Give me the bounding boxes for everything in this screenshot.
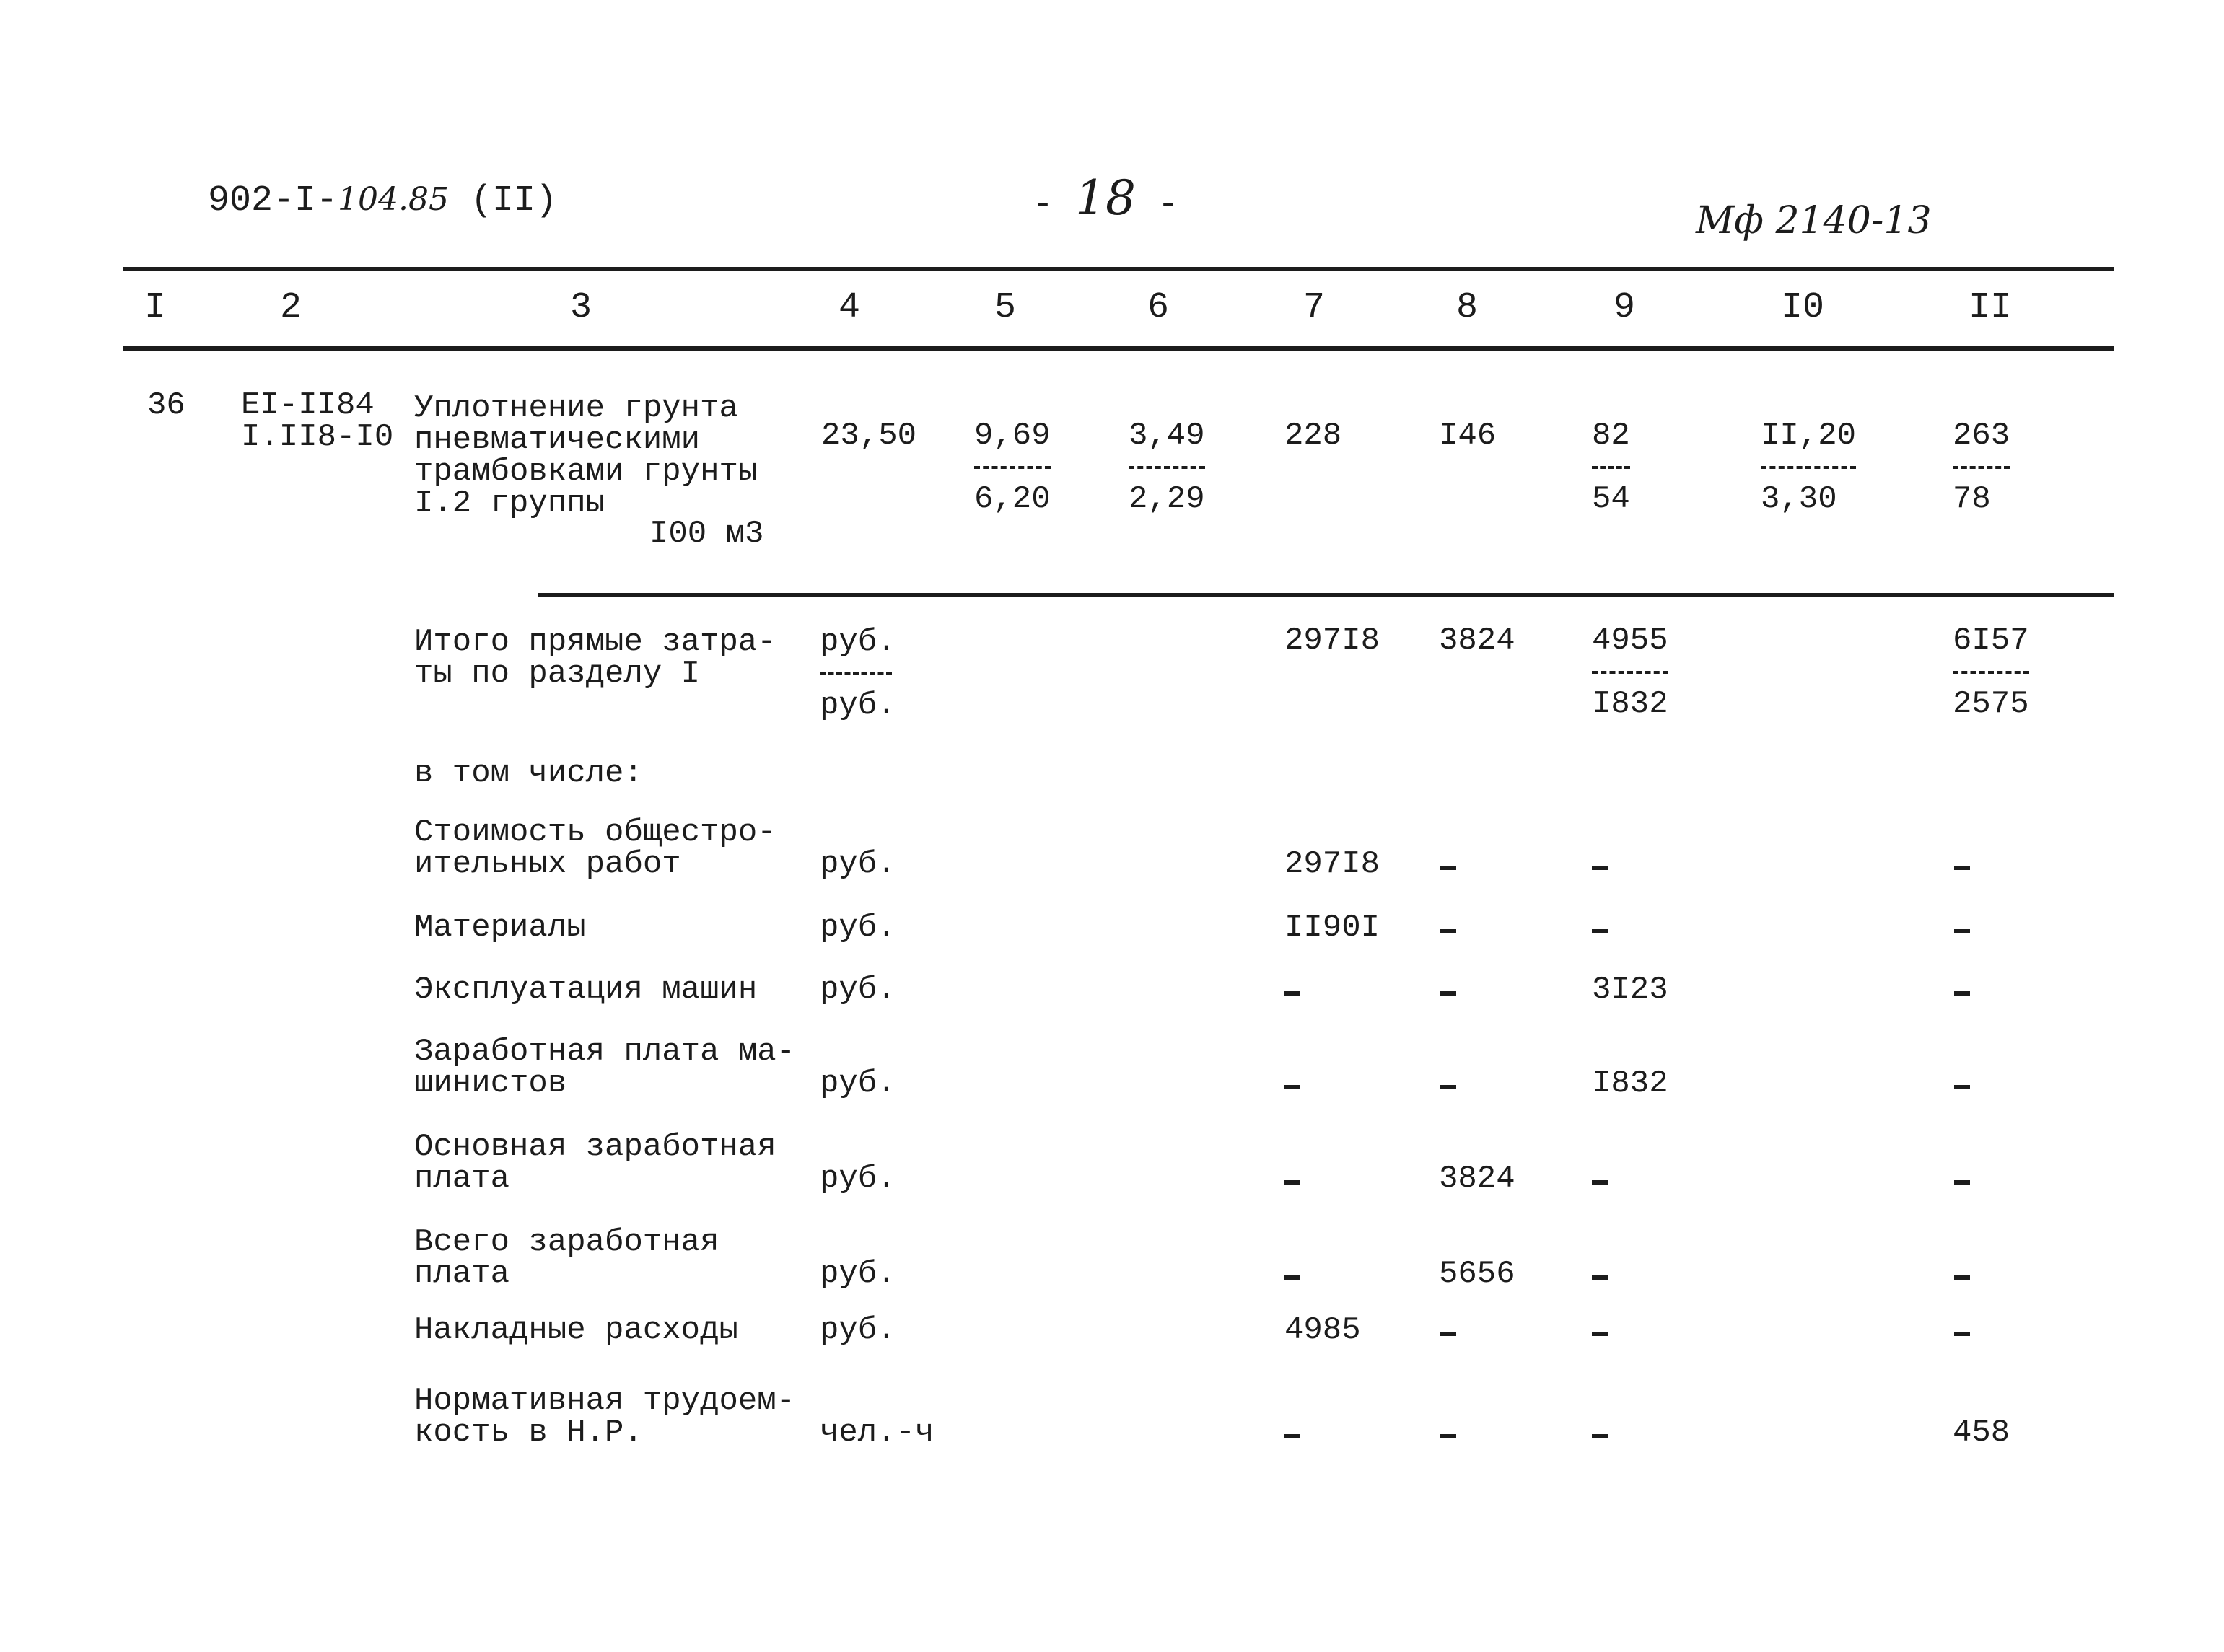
row-label-line: Эксплуатация машин: [414, 972, 758, 1008]
row-col9-dash: [1592, 1275, 1608, 1280]
col-header-7: 7: [1303, 287, 1326, 328]
row-unit: руб.: [820, 1161, 896, 1197]
table-top-rule: [123, 267, 2114, 271]
row-col7-dash: [1284, 1180, 1300, 1185]
row-label-line: Основная заработная: [414, 1129, 776, 1165]
row-col7: 297I8: [1284, 846, 1380, 882]
row-col11-dash: [1954, 1275, 1970, 1280]
row-col7-dash: [1284, 991, 1300, 996]
row-unit: руб.: [820, 846, 896, 882]
row-col7-dash: [1284, 1275, 1300, 1280]
row-unit: руб.: [820, 972, 896, 1008]
col-header-8: 8: [1456, 287, 1479, 328]
item-col8: I46: [1439, 418, 1497, 454]
row-col8-dash: [1440, 1332, 1456, 1336]
row-unit: руб.: [820, 910, 896, 946]
item-desc-line-2: пневматическими: [414, 422, 701, 458]
row-col8-dash: [1440, 1085, 1456, 1089]
row-col8-dash: [1440, 1434, 1456, 1438]
row-col11-dash: [1954, 866, 1970, 870]
row-col7: 4985: [1284, 1312, 1361, 1348]
row-col11-dash: [1954, 1180, 1970, 1185]
row-col8: 5656: [1439, 1256, 1515, 1292]
row-col8-dash: [1440, 866, 1456, 870]
row-unit: чел.-ч: [820, 1415, 934, 1451]
col-header-4: 4: [839, 287, 861, 328]
row-col9-dash: [1592, 1332, 1608, 1336]
col-header-2: 2: [280, 287, 302, 328]
row-col9: I832: [1592, 1066, 1668, 1102]
row-col9: 3I23: [1592, 972, 1668, 1008]
item-desc-line-3: трамбовками грунты: [414, 454, 758, 490]
item-code-2: I.II8-I0: [241, 419, 394, 455]
table-header-rule: [123, 346, 2114, 351]
totals-label-line-2: ты по разделу I: [414, 656, 701, 692]
col-header-3: 3: [570, 287, 592, 328]
row-col9-dash: [1592, 1434, 1608, 1438]
row-col11-dash: [1954, 1332, 1970, 1336]
row-col7-dash: [1284, 1434, 1300, 1438]
totals-col11: 6I57 2575: [1953, 623, 2029, 722]
totals-col8: 3824: [1439, 623, 1515, 659]
item-col5: 9,69 6,20: [974, 418, 1051, 517]
item-col11: 263 78: [1953, 418, 2010, 517]
item-desc-line-1: Уплотнение грунта: [414, 390, 738, 426]
totals-col9: 4955 I832: [1592, 623, 1668, 722]
row-unit: руб.: [820, 1312, 896, 1348]
row-unit: руб.: [820, 1256, 896, 1292]
totals-unit: руб. руб.: [820, 624, 896, 724]
section-rule: [538, 593, 2114, 597]
row-label-line: шинистов: [414, 1066, 567, 1102]
row-label-line: Нормативная трудоем-: [414, 1383, 796, 1419]
item-code-1: EI-II84: [241, 387, 375, 423]
row-col9-dash: [1592, 929, 1608, 933]
item-number: 36: [147, 387, 185, 423]
including-label: в том числе:: [414, 755, 643, 791]
row-col8-dash: [1440, 929, 1456, 933]
col-header-9: 9: [1614, 287, 1636, 328]
row-col11-dash: [1954, 1085, 1970, 1089]
item-col9: 82 54: [1592, 418, 1630, 517]
row-col9-dash: [1592, 1180, 1608, 1185]
row-label-line: кость в Н.Р.: [414, 1415, 643, 1451]
item-unit: I00 м3: [649, 516, 764, 552]
row-col11: 458: [1953, 1415, 2010, 1451]
col-header-5: 5: [994, 287, 1017, 328]
document-code: 902-I-104.85 (II): [208, 180, 558, 221]
row-label-line: Накладные расходы: [414, 1312, 738, 1348]
row-col8-dash: [1440, 991, 1456, 996]
col-header-10: I0: [1781, 287, 1825, 328]
row-label-line: Материалы: [414, 910, 586, 946]
totals-label-line-1: Итого прямые затра-: [414, 624, 776, 660]
archive-stamp: Мф 2140-13: [1696, 199, 1932, 242]
col-header-1: I: [144, 287, 167, 328]
row-col8: 3824: [1439, 1161, 1515, 1197]
row-col7: II90I: [1284, 910, 1380, 946]
row-unit: руб.: [820, 1066, 896, 1102]
totals-col7: 297I8: [1284, 623, 1380, 659]
row-label-line: плата: [414, 1161, 510, 1197]
row-label-line: ительных работ: [414, 846, 681, 882]
row-col11-dash: [1954, 991, 1970, 996]
item-desc-line-4: I.2 группы: [414, 486, 605, 522]
row-col9-dash: [1592, 866, 1608, 870]
col-header-11: II: [1969, 287, 2013, 328]
item-col6: 3,49 2,29: [1129, 418, 1205, 517]
page-number: - 18 -: [1032, 170, 1180, 226]
row-col7-dash: [1284, 1085, 1300, 1089]
item-col10: II,20 3,30: [1761, 418, 1857, 517]
item-col7: 228: [1284, 418, 1342, 454]
col-header-6: 6: [1147, 287, 1170, 328]
row-col11-dash: [1954, 929, 1970, 933]
row-label-line: плата: [414, 1256, 510, 1292]
row-label-line: Всего заработная: [414, 1224, 719, 1260]
row-label-line: Заработная плата ма-: [414, 1034, 796, 1070]
row-label-line: Стоимость общестро-: [414, 814, 776, 851]
item-col4: 23,50: [821, 418, 917, 454]
